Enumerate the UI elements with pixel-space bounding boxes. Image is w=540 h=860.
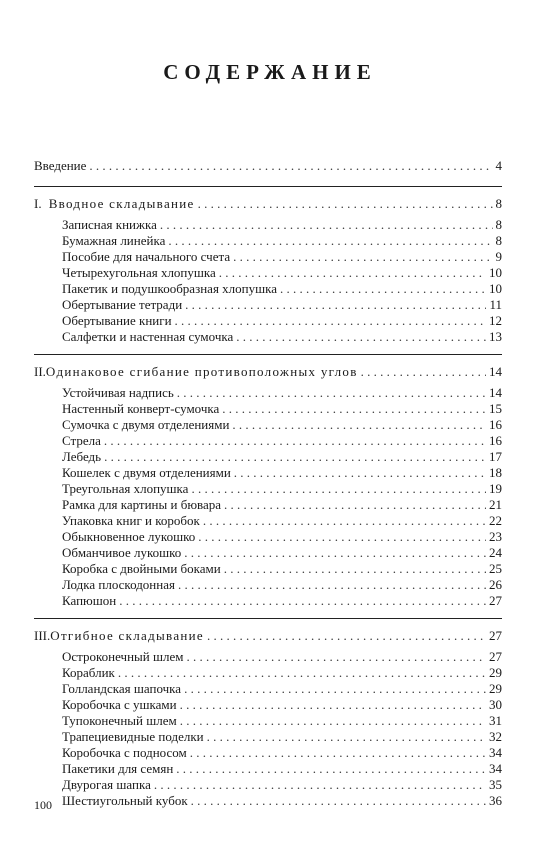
- toc-page-number: 27: [489, 649, 502, 664]
- section-number: II.: [34, 364, 46, 379]
- leader-dots: [203, 513, 486, 529]
- leader-dots: [234, 465, 486, 481]
- toc-entry-label: Шестиугольный кубок: [62, 793, 188, 808]
- leader-dots: [207, 628, 486, 644]
- toc-entry-label: Рамка для картины и бювара: [62, 497, 222, 512]
- leader-dots: [361, 364, 486, 380]
- toc-page-number: 24: [489, 545, 502, 560]
- toc-entry-label: Обертывание тетради: [62, 297, 183, 312]
- leader-dots: [176, 761, 486, 777]
- leader-dots: [104, 433, 486, 449]
- leader-dots: [180, 713, 486, 729]
- section-number: III.: [34, 628, 51, 643]
- toc-page-number: 35: [489, 777, 502, 792]
- leader-dots: [224, 561, 486, 577]
- toc-entry[interactable]: [34, 793, 502, 809]
- toc-page-number: 30: [489, 697, 502, 712]
- toc-entry[interactable]: [34, 233, 502, 249]
- leader-dots: [119, 593, 486, 609]
- toc-page-number: 18: [489, 465, 502, 480]
- toc-entry-label: Пакетики для семян: [62, 761, 174, 776]
- toc-entry-label: Упаковка книг и коробок: [62, 513, 200, 528]
- toc-entry-label: Устойчивая надпись: [62, 385, 174, 400]
- toc-entry-label: Салфетки и настенная сумочка: [62, 329, 234, 344]
- leader-dots: [168, 233, 492, 249]
- leader-dots: [232, 417, 486, 433]
- toc-entry-label: Голландская шапочка: [62, 681, 182, 696]
- toc-page-number: 27: [489, 628, 502, 643]
- toc-page-number: 32: [489, 729, 502, 744]
- toc-entry[interactable]: [34, 649, 502, 665]
- toc-page-number: 34: [489, 745, 502, 760]
- toc-page-number: 8: [495, 233, 502, 248]
- toc-page-number: 22: [489, 513, 502, 528]
- toc-entry-label: Двурогая шапка: [62, 777, 151, 792]
- leader-dots: [184, 681, 486, 697]
- toc-entry-label: Тупоконечный шлем: [62, 713, 177, 728]
- toc-entry-label: Кошелек с двумя отделениями: [62, 465, 231, 480]
- toc-page-number: 27: [489, 593, 502, 608]
- toc-entry[interactable]: [34, 777, 502, 793]
- toc-page-number: 21: [489, 497, 502, 512]
- toc-page-number: 9: [495, 249, 502, 264]
- toc-entry[interactable]: [34, 385, 502, 401]
- leader-dots: [190, 745, 486, 761]
- leader-dots: [89, 158, 492, 174]
- toc-entry[interactable]: [34, 745, 502, 761]
- toc-entry-label: Капюшон: [62, 593, 117, 608]
- leader-dots: [187, 649, 487, 665]
- leader-dots: [222, 401, 486, 417]
- toc-page-number: 29: [489, 681, 502, 696]
- toc-entry-label: Настенный конверт-сумочка: [62, 401, 220, 416]
- toc-entry-label: Лебедь: [62, 449, 102, 464]
- section-title: Вводное складывание: [48, 196, 195, 211]
- toc-entry-label: Кораблик: [62, 665, 115, 680]
- toc-entry[interactable]: [34, 713, 502, 729]
- leader-dots: [185, 297, 486, 313]
- leader-dots: [236, 329, 486, 345]
- page-number: 100: [34, 798, 52, 812]
- toc-entry[interactable]: [34, 593, 502, 609]
- leader-dots: [219, 265, 486, 281]
- toc-entry[interactable]: [34, 697, 502, 713]
- toc-entry[interactable]: [34, 265, 502, 281]
- toc-entry-label: Остроконечный шлем: [62, 649, 184, 664]
- toc-page-number: 34: [489, 761, 502, 776]
- toc-page-number: 25: [489, 561, 502, 576]
- toc-entry-label: Пособие для начального счета: [62, 249, 231, 264]
- toc-entry-intro[interactable]: [34, 158, 502, 174]
- toc-entry-label: Обыкновенное лукошко: [62, 529, 196, 544]
- page-title: СОДЕРЖАНИЕ: [163, 60, 377, 84]
- toc-section-heading[interactable]: [34, 196, 502, 212]
- toc-page-number: 31: [489, 713, 502, 728]
- toc-page-number: 14: [489, 364, 502, 379]
- toc-entry-label: Бумажная линейка: [62, 233, 166, 248]
- toc-entry[interactable]: [34, 545, 502, 561]
- toc-entry[interactable]: [34, 497, 502, 513]
- toc-entry[interactable]: [34, 313, 502, 329]
- toc-page-number: 15: [489, 401, 502, 416]
- toc-page-number: 10: [489, 281, 502, 296]
- toc-entry-label: Треугольная хлопушка: [62, 481, 189, 496]
- toc-entry-label: Трапециевидные поделки: [62, 729, 204, 744]
- leader-dots: [184, 545, 486, 561]
- toc-page-number: 19: [489, 481, 502, 496]
- leader-dots: [198, 529, 486, 545]
- toc-page-number: 12: [489, 313, 502, 328]
- toc-page-number: 23: [489, 529, 502, 544]
- toc-sections: [34, 186, 502, 809]
- toc-entry-label: Коробка с двойными боками: [62, 561, 221, 576]
- toc-entry-label: Коробочка с подносом: [62, 745, 187, 760]
- toc-entry[interactable]: [34, 249, 502, 265]
- toc-page-number: 16: [489, 433, 502, 448]
- toc-entry[interactable]: [34, 433, 502, 449]
- toc-page-number: 13: [489, 329, 502, 344]
- toc-entry[interactable]: [34, 729, 502, 745]
- leader-dots: [160, 217, 493, 233]
- toc-page-number: 11: [489, 297, 502, 312]
- toc-entry-label: Сумочка с двумя отделениями: [62, 417, 230, 432]
- leader-dots: [154, 777, 486, 793]
- toc-entry[interactable]: [34, 281, 502, 297]
- toc-entry-label: Пакетик и подушкообразная хлопушка: [62, 281, 278, 296]
- toc-entry[interactable]: [34, 681, 502, 697]
- table-of-contents: [34, 158, 502, 809]
- toc-section-heading[interactable]: [34, 364, 502, 380]
- toc-entry[interactable]: [34, 665, 502, 681]
- leader-dots: [224, 497, 486, 513]
- toc-page-number: 4: [495, 158, 502, 173]
- toc-entry[interactable]: [34, 481, 502, 497]
- leader-dots: [118, 665, 486, 681]
- section-title: Одинаковое сгибание противоположных углов: [45, 364, 358, 379]
- section-title: Отгибное складывание: [50, 628, 204, 643]
- toc-page-number: 8: [495, 196, 502, 211]
- toc-entry[interactable]: [34, 513, 502, 529]
- toc-entry-label: Четырехугольная хлопушка: [62, 265, 216, 280]
- section-number: I.: [34, 196, 42, 211]
- leader-dots: [198, 196, 493, 212]
- toc-entry-label: Коробочка с ушками: [62, 697, 177, 712]
- toc-page-number: 14: [489, 385, 502, 400]
- section-divider: [34, 354, 502, 355]
- leader-dots: [104, 449, 486, 465]
- toc-entry-label: Обманчивое лукошко: [62, 545, 182, 560]
- toc-page-number: 10: [489, 265, 502, 280]
- leader-dots: [178, 577, 486, 593]
- leader-dots: [180, 697, 486, 713]
- toc-entry[interactable]: [34, 217, 502, 233]
- toc-page-number: 29: [489, 665, 502, 680]
- toc-entry-label: Записная книжка: [62, 217, 157, 232]
- toc-entry[interactable]: [34, 529, 502, 545]
- toc-page-number: 16: [489, 417, 502, 432]
- toc-page-number: 17: [489, 449, 502, 464]
- toc-entry[interactable]: [34, 449, 502, 465]
- toc-entry[interactable]: [34, 561, 502, 577]
- toc-entry[interactable]: [34, 401, 502, 417]
- leader-dots: [191, 793, 486, 809]
- toc-entry[interactable]: [34, 417, 502, 433]
- toc-section-heading[interactable]: [34, 628, 502, 644]
- leader-dots: [233, 249, 492, 265]
- toc-entry[interactable]: [34, 329, 502, 345]
- leader-dots: [280, 281, 486, 297]
- toc-entry[interactable]: [34, 465, 502, 481]
- toc-entry[interactable]: [34, 577, 502, 593]
- toc-entry-label: Стрела: [62, 433, 101, 448]
- leader-dots: [191, 481, 486, 497]
- toc-entry-label: Лодка плоскодонная: [62, 577, 175, 592]
- section-divider: [34, 186, 502, 187]
- leader-dots: [177, 385, 486, 401]
- leader-dots: [207, 729, 486, 745]
- toc-page-number: 26: [489, 577, 502, 592]
- toc-entry[interactable]: [34, 297, 502, 313]
- toc-entry-label: Обертывание книги: [62, 313, 172, 328]
- toc-page-number: 8: [495, 217, 502, 232]
- toc-page-number: 36: [489, 793, 502, 808]
- toc-entry-label: Введение: [34, 158, 87, 173]
- leader-dots: [175, 313, 486, 329]
- toc-entry[interactable]: [34, 761, 502, 777]
- section-divider: [34, 618, 502, 619]
